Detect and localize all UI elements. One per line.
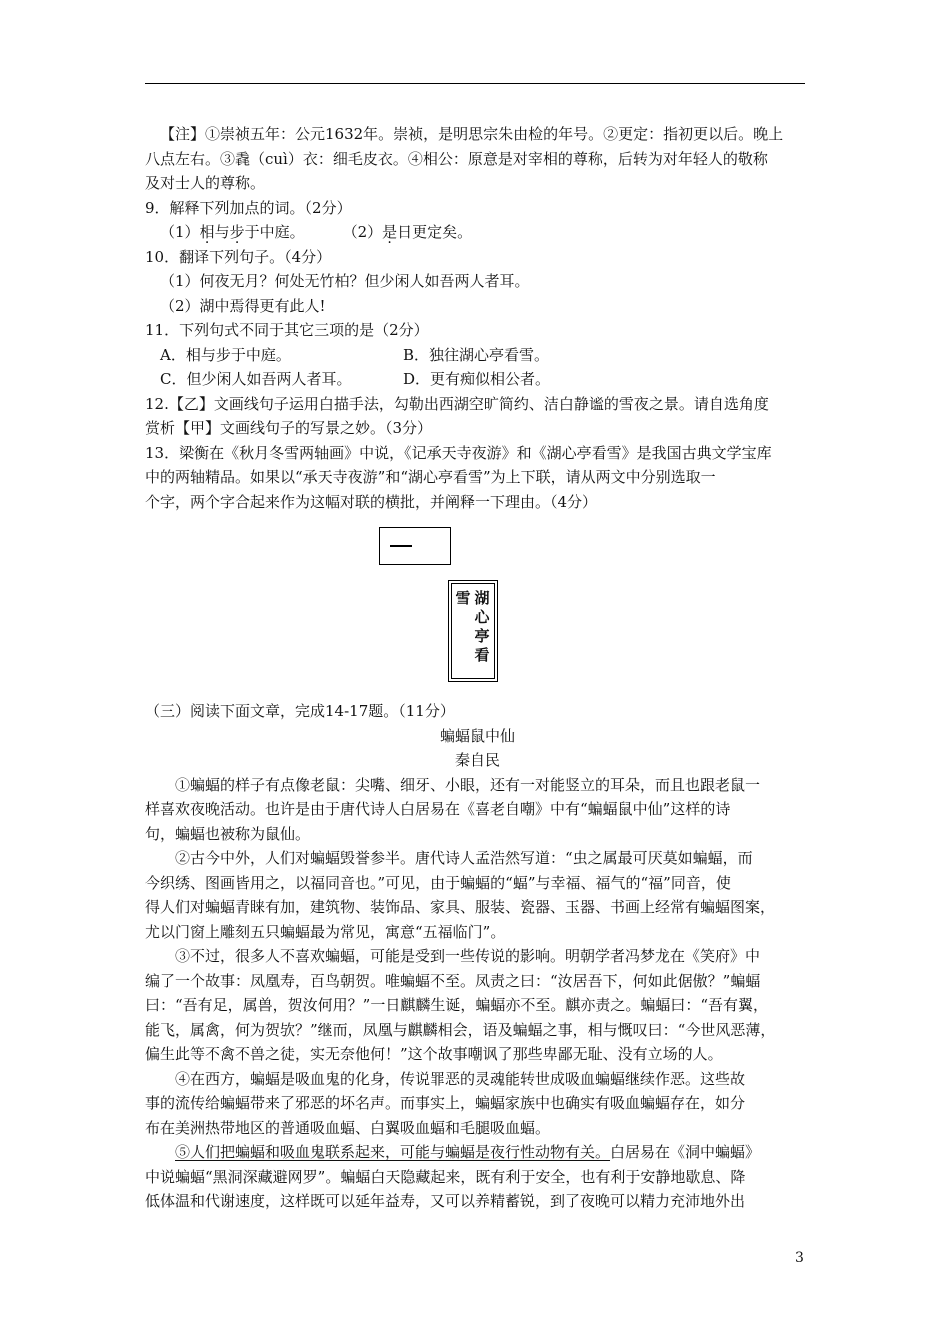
q13-line-1: 13．梁衡在《秋月冬雪两轴画》中说，《记承天寺夜游》和《湖心亭看雪》是我国古典文学宝库 (145, 443, 772, 462)
para3-line-2: 编了一个故事：凤凰寿，百鸟朝贺。唯蝙蝠不至。凤责之曰：“汝居吾下，何如此倨傲？”蝙蝠 (145, 971, 761, 990)
note-line-2: 八点左右。③毳（cuì）衣：细毛皮衣。④相公：原意是对宰相的尊称，后转为对年轻人的敬称 (145, 149, 768, 168)
para5-line-2: 中说蝙蝠“黑洞深藏避网罗”。蝙蝠白天隐藏起来，既有利于安全，也有利于安静地歇息、降 (145, 1167, 746, 1186)
q11-title: 11．下列句式不同于其它三项的是（2分） (145, 321, 429, 339)
para1-line-2: 样喜欢夜晚活动。也许是由于唐代诗人白居易在《喜老自嘲》中有“蝙蝠鼠中仙”这样的诗 (145, 800, 731, 818)
para3-line-5: 偏生此等不禽不兽之徒，实无奈他何！”这个故事嘲讽了那些卑鄙无耻、没有立场的人。 (145, 1045, 723, 1063)
para2-line-4: 尤以门窗上雕刻五只蝙蝠最为常见，寓意“五福临门”。 (145, 922, 506, 941)
para2-line-2: 今织绣、图画皆用之，以福同音也。”可见，由于蝙蝠的“蝠”与幸福、福气的“福”同音，使 (145, 873, 731, 892)
q10-title: 10．翻译下列句子。（4分） (145, 247, 332, 266)
q13-line-2: 中的两轴精品。如果以“承天寺夜游”和“湖心亭看雪”为上下联，请从两文中分别选取一 (145, 468, 716, 486)
q11-option-a: A．相与步于中庭。 (160, 345, 291, 364)
q11-option-d: D．更有痴似相公者。 (403, 370, 551, 388)
article-title: 蝙蝠鼠中仙 (439, 726, 515, 745)
para4-line-3: 布在美洲热带地区的普通吸血蝠、白翼吸血蝠和毛腿吸血蝠。 (145, 1118, 551, 1137)
q9-title: 9．解释下列加点的词。（2分） (145, 198, 352, 217)
note-line-3: 及对士人的尊称。 (145, 174, 266, 192)
para4-line-1: ④在西方，蝙蝠是吸血鬼的化身，传说罪恶的灵魂能转世成吸血蝙蝠继续作恶。这些故 (175, 1069, 746, 1088)
para1-line-1: ①蝙蝠的样子有点像老鼠：尖嘴、细牙、小眼，还有一对能竖立的耳朵，而且也跟老鼠一 (175, 775, 761, 794)
q11-option-b: B．独往湖心亭看雪。 (403, 345, 550, 364)
blank-dash (390, 545, 412, 547)
para3-line-3: 曰：“吾有足，属兽，贺汝何用？”一日麒麟生诞，蝙蝠亦不至。麒亦责之。蝙蝠曰：“吾有翼， (145, 996, 769, 1014)
document-body (145, 122, 810, 514)
q12-line-1: 12.【乙】文画线句子运用白描手法，勾勒出西湖空旷简约、洁白静谧的雪夜之景。请自选角度 (145, 394, 769, 413)
article-author: 秦自民 (454, 751, 500, 769)
para1-line-3: 句，蝙蝠也被称为鼠仙。 (145, 824, 311, 843)
header-rule (145, 83, 805, 84)
note-line-1: 【注】①崇祯五年：公元1632年。崇祯，是明思宗朱由检的年号。②更定：指初更以后。晚上 (160, 125, 784, 143)
q11-option-c: C．但少闲人如吾两人者耳。 (160, 370, 352, 388)
q11-options-row-1 (145, 343, 810, 368)
dotted-word: 相 (199, 223, 215, 241)
para2-line-1: ②古今中外，人们对蝙蝠毁誉参半。唐代诗人孟浩然写道：“虫之属最可厌莫如蝙蝠，而 (175, 849, 753, 867)
para3-line-1: ③不过，很多人不喜欢蝙蝠，可能是受到一些传说的影响。明朝学者冯梦龙在《笑府》中 (175, 947, 761, 965)
couplet-left-column: 雪 (455, 589, 471, 607)
q9-items: （1）相与步于中庭。 （2）是日更定矣。 (160, 223, 473, 241)
dotted-word: 是 (382, 223, 398, 241)
section-intro: （三）阅读下面文章，完成14-17题。（11分） (145, 702, 455, 720)
underlined-sentence: ⑤人们把蝙蝠和吸血鬼联系起来，可能与蝙蝠是夜行性动物有关。 (175, 1143, 611, 1161)
para5-line-1: ⑤人们把蝙蝠和吸血鬼联系起来，可能与蝙蝠是夜行性动物有关。白居易在《洞中蝙蝠》 (175, 1143, 761, 1161)
q13-line-3: 个字，两个字合起来作为这幅对联的横批，并阐释一下理由。（4分） (145, 492, 598, 511)
para2-line-3: 得人们对蝙蝠青睐有加，建筑物、装饰品、家具、服装、瓷器、玉器、书画上经常有蝙蝠图案， (145, 898, 776, 916)
couplet-horizontal-box (379, 527, 451, 565)
q12-line-2: 赏析【甲】文画线句子的写景之妙。（3分） (145, 419, 433, 437)
couplet-right-column: 湖 心 亭 看 (474, 589, 490, 664)
q10-item-2: （2）湖中焉得更有此人! (160, 296, 326, 315)
para3-line-4: 能飞，属禽，何为贺欤？”继而，凤凰与麒麟相会，语及蝙蝠之事，相与慨叹曰：“今世风恶薄， (145, 1020, 776, 1039)
couplet-scroll (448, 580, 498, 682)
q10-item-1: （1）何夜无月？何处无竹柏？但少闲人如吾两人者耳。 (160, 272, 530, 290)
para4-line-2: 事的流传给蝙蝠带来了邪恶的坏名声。而事实上，蝙蝠家族中也确实有吸血蝙蝠存在，如分 (145, 1094, 746, 1112)
para5-line-3: 低体温和代谢速度，这样既可以延年益寿，又可以养精蓄锐，到了夜晚可以精力充沛地外出 (145, 1192, 746, 1210)
dotted-word: 步 (229, 223, 245, 241)
q11-options-row-2 (145, 367, 810, 392)
section-3 (145, 699, 810, 1214)
page-number: 3 (795, 1250, 804, 1266)
